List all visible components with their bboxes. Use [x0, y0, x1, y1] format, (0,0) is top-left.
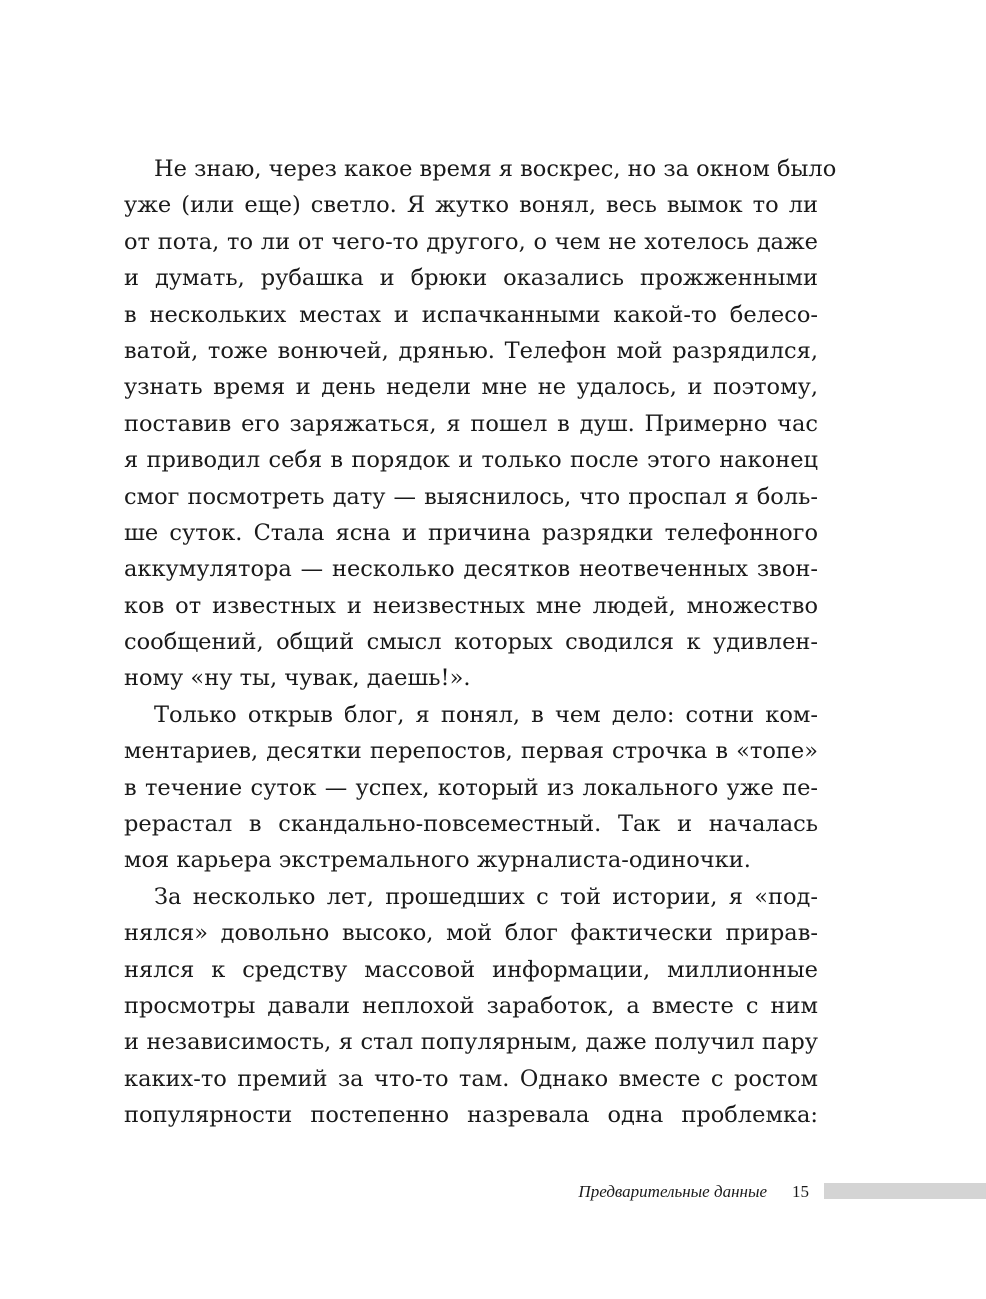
text-line: и думать, рубашка и брюки оказались прожженными: [124, 265, 818, 292]
text-line: узнать время и день недели мне не удалось, и поэтому,: [124, 374, 818, 401]
text-line: я приводил себя в порядок и только после этого наконец: [124, 447, 818, 474]
text-line: ментариев, десятки перепостов, первая строчка в «топе»: [124, 738, 818, 765]
text-line: популярности постепенно назревала одна проблемка:: [124, 1102, 818, 1129]
text-line: моя карьера экстремального журналиста-одиночки.: [124, 847, 751, 874]
text-line: ков от известных и неизвестных мне людей, множество: [124, 592, 818, 619]
text-line: ному «ну ты, чувак, даешь!».: [124, 665, 471, 692]
text-line: каких-то премий за что-то там. Однако вместе с ростом: [124, 1065, 818, 1092]
text-line: Не знаю, через какое время я воскрес, но за окном было: [154, 156, 837, 182]
running-footer-title: Предварительные данные: [578, 1182, 767, 1201]
text-line: рерастал в скандально-повсеместный. Так и началась: [124, 811, 818, 838]
text-line: уже (или еще) светло. Я жутко вонял, весь вымок то ли: [124, 192, 818, 219]
text-line: сообщений, общий смысл которых сводился к удивлен-: [124, 629, 818, 656]
text-line: ватой, тоже вонючей, дрянью. Телефон мой разрядился,: [124, 337, 818, 364]
text-line: За несколько лет, прошедших с той истории, я «под-: [154, 883, 818, 910]
body-text: [124, 151, 837, 1134]
footer-decorative-bar: [824, 1183, 986, 1199]
text-line: просмотры давали неплохой заработок, а вместе с ним: [124, 992, 818, 1019]
text-line: ше суток. Стала ясна и причина разрядки телефонного: [124, 519, 818, 546]
text-line: аккумулятора — несколько десятков неотвеченных звон-: [124, 556, 818, 583]
text-line: поставив его заряжаться, я пошел в душ. Примерно час: [124, 410, 818, 437]
text-line: в нескольких местах и испачканными какой-то белесо-: [124, 301, 818, 328]
text-line: в течение суток — успех, который из локального уже пе-: [124, 774, 818, 801]
text-line: и независимость, я стал популярным, даже получил пару: [124, 1029, 818, 1056]
text-line: Только открыв блог, я понял, в чем дело: сотни ком-: [154, 701, 818, 728]
page-number: 15: [792, 1182, 809, 1201]
text-line: смог посмотреть дату — выяснилось, что проспал я боль-: [124, 483, 818, 510]
text-line: от пота, то ли от чего-то другого, о чем не хотелось даже: [124, 228, 818, 255]
text-line: нялся к средству массовой информации, миллионные: [124, 956, 818, 983]
text-line: нялся» довольно высоко, мой блог фактически прирав-: [124, 920, 818, 947]
